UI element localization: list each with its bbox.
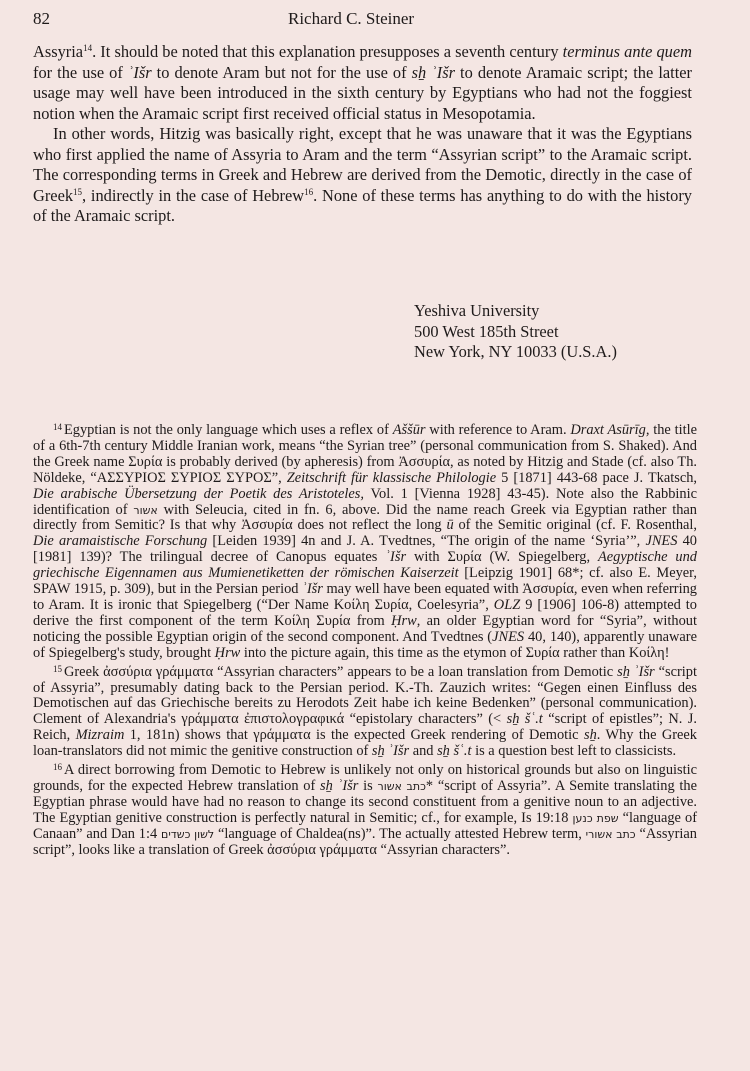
footnote-16 [33, 760, 697, 858]
page-number: 82 [33, 9, 50, 28]
italic-term: ū [446, 517, 454, 534]
italic-term: Ḥrw [391, 612, 417, 629]
italic-term: Aššūr [392, 422, 426, 438]
italic-term: ʾIšr [385, 549, 407, 566]
italic-term: sẖ šʿ.t [437, 743, 472, 760]
text-run: , an older Egyptian word for “Syria”, without noticing the possible Egyptian origin of the second component. And Tvedtnes ( [33, 612, 698, 645]
author-address [414, 301, 617, 363]
main-text [33, 42, 692, 227]
footnote-15 [33, 662, 697, 760]
text-run: Assyria [33, 42, 84, 61]
italic-term: sẖ ʾIšr [320, 777, 359, 794]
hebrew-word: אשור [133, 503, 158, 517]
italic-term: Draxt Asūrīg, [570, 422, 650, 438]
italic-term: Ḥrw [214, 644, 241, 661]
text-run: , indirectly in the case of Hebrew [82, 185, 305, 205]
hebrew-phrase: כתב אשור [377, 779, 426, 793]
italic-title: Die aramaistische Forschung [33, 533, 208, 550]
italic-term: sẖ [583, 727, 597, 744]
text-run: Greek ἀσσύρια γράμματα “Assyrian characters” appears to be a loan translation from Demotic [64, 663, 618, 680]
text-run: with Συρία (W. Spiegelberg, [406, 549, 598, 566]
text-run: with reference to Aram. [425, 422, 571, 438]
running-head-author: Richard C. Steiner [288, 9, 415, 28]
italic-term: sẖ šʿ.t [506, 711, 543, 728]
text-run: “Assyrian script”, looks like a translation of Greek ἀσσύρια γράμματα “Assyrian characters”. [33, 825, 697, 858]
italic-title: JNES [645, 533, 678, 550]
text-run: 40, 140), apparently unaware of Spiegelberg's study, brought [33, 628, 697, 661]
hebrew-phrase: כתב אשורי [585, 827, 636, 841]
text-run: “script of Assyria”, presumably dating back to the Persian period. K.-Th. Zauzich writes: “Gegen einen Einfluss des Demotischen auf das Griechische bereits zu Herodots Zeit habe ich keine Bedenken” (personal communication). Clement of Alexandria's γράμματα ἐπιστολογραφικά “epistolary characters” (< [33, 663, 697, 728]
text-run: to denote Aramaic script; the latter usage may well have been introduced in the sixth century by Egyptians who had not the foggiest notion when the Aramaic script first received official status in Mesopotamia. [33, 62, 692, 123]
text-run: may well have been equated with Ἀσσυρία, even when referring to Aram. It is ironic that Spiegelberg (“Der Name Κοίλη Συρία, Coelesyria”, [33, 581, 697, 613]
address-street: 500 West 185th Street [414, 321, 559, 341]
hebrew-phrase: שפת כנען [572, 811, 619, 825]
text-run: 5 [1871] 443-68 pace J. Tkatsch, [496, 469, 697, 486]
text-run: Egyptian is not the only language which uses a reflex of [64, 422, 393, 438]
text-run: is a question best left to classicists. [471, 743, 677, 760]
italic-title: JNES [492, 628, 525, 645]
text-run: Vol. 1 [Vienna 1928] 43-45). Note also the Rabbinic identification of [33, 485, 697, 518]
text-run: 9 [1906] 106-8) attempted to derive the first component of the term Κοίλη Συρία from [33, 596, 698, 629]
address-institution: Yeshiva University [414, 301, 540, 320]
footnote-ref-16: 16 [304, 186, 314, 197]
text-run: into the picture again, this time as the etymon of Συρία rather than Κοίλη! [240, 644, 670, 661]
hebrew-phrase: לשון כשדים [161, 827, 215, 841]
text-run: In other words, Hitzig was basically right, except that he was unaware that it was the Egyptians who first applied the name of Assyria to Aram and the term “Assyrian script” to the Aramaic script. The corresponding terms in Greek and Hebrew are derived from the Demotic, directly in the case of Greek [33, 124, 692, 205]
text-run: [Leiden 1939] 4n and J. A. Tvedtnes, “The origin of the name ‘Syria’”, [207, 533, 646, 550]
italic-term: ʾIšr [302, 581, 323, 598]
footnote-ref-15: 15 [73, 186, 83, 197]
text-run: with Seleucia, cited in fn. 6, above. Did the name reach Greek via Egyptian rather than directly from Semitic? Is that why Ἀσσυρία does not reflect the long [33, 501, 697, 534]
paragraph-1 [33, 42, 692, 124]
text-run: . It should be noted that this explanation presupposes a seventh century [92, 42, 563, 61]
text-run: 1, 181n) shows that γράμματα is the expected Greek rendering of Demotic [124, 727, 584, 744]
italic-title: Die arabische Übersetzung der Poetik des Aristoteles, [33, 485, 364, 502]
italic-title: Aegyptische und griechische Eigennamen aus Mumienetiketten der römischen Kaiserzeit [33, 549, 697, 582]
footnotes [33, 420, 697, 858]
text-run: . None of these terms has anything to do with the history of the Aramaic script. [33, 185, 692, 225]
footnote-number: 14 [53, 422, 62, 432]
italic-term: ʾIšr [127, 62, 152, 82]
text-run: “script of epistles”; N. J. Reich, [33, 711, 698, 744]
italic-term: sẖ ʾIšr [411, 62, 455, 82]
footnote-ref-14: 14 [83, 43, 93, 53]
page-header [33, 9, 710, 33]
italic-term: sẖ ʾIšr [617, 663, 655, 680]
text-run: A direct borrowing from Demotic to Hebrew is unlikely not only on historical grounds but also on linguistic grounds, for the expected Hebrew translation of [33, 762, 697, 794]
text-run: * “script of Assyria”. A Semite translating the Egyptian phrase would have had no reason to change its second constituent from a genitive noun to an adjective. The Egyptian genitive construction is perfectly natural in Semitic; cf., for example, Is 19:18 [33, 777, 697, 826]
footnote-number: 15 [53, 663, 62, 674]
paragraph-2 [33, 124, 692, 227]
text-run: to denote Aram but not for the use of [151, 62, 412, 82]
address-city: New York, NY 10033 (U.S.A.) [414, 342, 617, 361]
text-run: is [358, 777, 378, 794]
italic-title: Mizraim [75, 727, 125, 744]
italic-title: OLZ [493, 596, 521, 613]
text-run: and [409, 743, 438, 760]
text-run: [Leipzig 1901] 68*; cf. also E. Meyer, SPAW 1915, p. 309), but in the Persian period [33, 565, 697, 598]
footnote-number: 16 [53, 762, 62, 773]
italic-title: Zeitschrift für klassische Philologie [286, 469, 497, 486]
text-run: for the use of [33, 62, 128, 82]
italic-term: terminus ante quem [562, 42, 692, 61]
text-run: . Why the Greek loan-translators did not mimic the genitive construction of [33, 727, 698, 760]
text-run: “language of Canaan” and Dan 1:4 [33, 809, 698, 842]
footnote-14 [33, 420, 697, 662]
text-run: 40 [1981] 139)? The trilingual decree of Canopus equates [33, 533, 697, 566]
text-run: the title of a 6th-7th century Middle Iranian work, means “the Syrian tree” (personal communication from S. Shaked). And the Greek name Συρία is probably derived (by apheresis) from Ἀσσυρία, as noted by Hitzig and Stade (cf. also Th. Nöldeke, “ΑΣΣΥΡΙΟΣ ΣΥΡΙΟΣ ΣΥΡΟΣ”, [33, 422, 697, 486]
italic-term: sẖ ʾIšr [371, 743, 410, 760]
text-run: “language of Chaldea(ns)”. The actually attested Hebrew term, [214, 825, 586, 842]
text-run: of the Semitic original (cf. F. Rosenthal, [453, 517, 697, 534]
